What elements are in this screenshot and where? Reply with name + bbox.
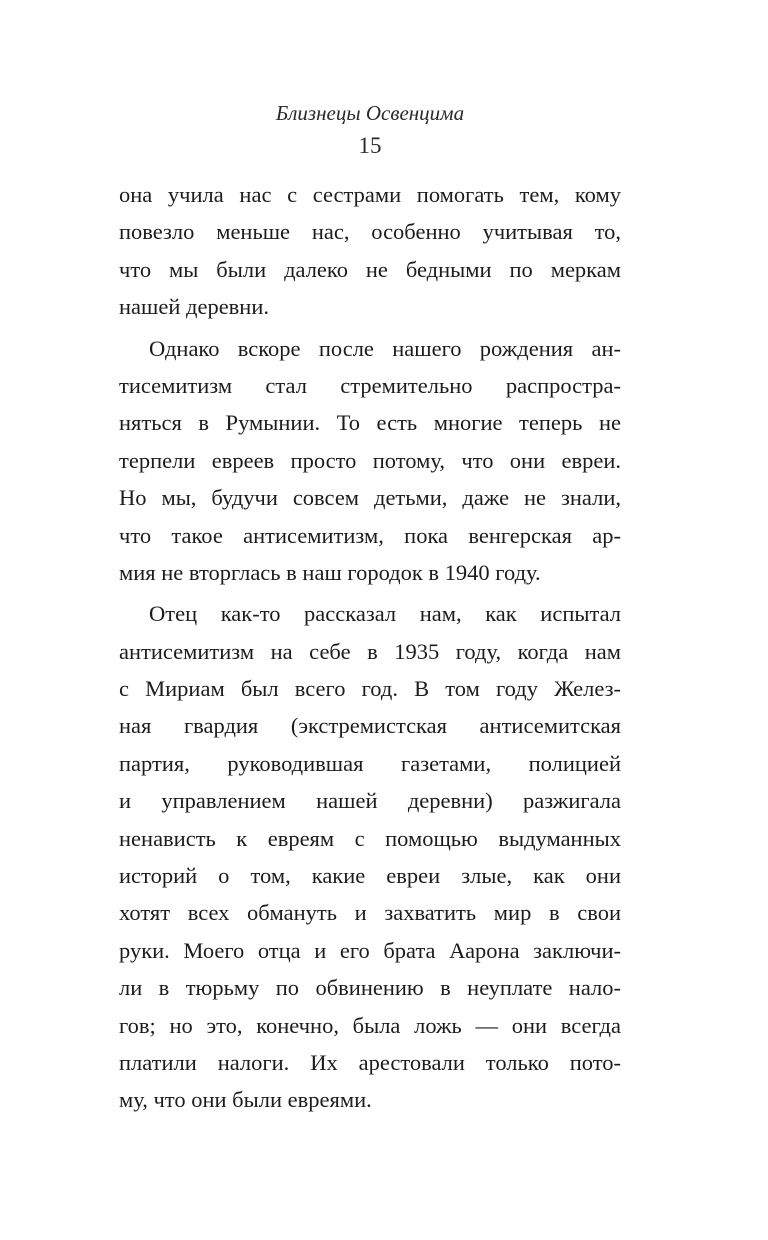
text-line: ненависть к евреям с помощью выдуманных: [119, 825, 621, 851]
text-line: гов; но это, конечно, была ложь — они всегда: [119, 1012, 621, 1038]
paragraph-1: [119, 176, 621, 326]
body-text: [119, 176, 621, 1119]
text-line: Но мы, будучи совсем детьми, даже не знали,: [119, 485, 621, 511]
text-line: Однако вскоре после нашего рождения ан-: [149, 335, 621, 361]
text-line: терпели евреев просто потому, что они евреи.: [119, 447, 621, 473]
text-line: нашей деревни.: [119, 294, 270, 320]
text-line: повезло меньше нас, особенно учитывая то,: [119, 219, 621, 245]
text-line: что такое антисемитизм, пока венгерская ар-: [119, 522, 621, 548]
text-line: что мы были далеко не бедными по меркам: [119, 256, 621, 282]
text-line: хотят всех обмануть и захватить мир в свои: [119, 900, 621, 926]
text-line: тисемитизм стал стремительно распростра-: [119, 372, 621, 398]
text-line: няться в Румынии. То есть многие теперь не: [119, 410, 621, 436]
text-line: партия, руководившая газетами, полицией: [119, 750, 621, 776]
text-line: историй о том, какие евреи злые, как они: [119, 863, 621, 889]
text-line: Отец как-то рассказал нам, как испытал: [149, 601, 621, 627]
text-line: ли в тюрьму по обвинению в неуплате нало-: [119, 975, 621, 1001]
text-line: платили налоги. Их арестовали только пото-: [119, 1049, 621, 1075]
text-line: и управлением нашей деревни) разжигала: [119, 788, 621, 814]
text-line: мия не вторглась в наш городок в 1940 году.: [119, 559, 541, 585]
text-line: с Мириам был всего год. В том году Желез-: [119, 676, 621, 702]
text-line: она учила нас с сестрами помогать тем, кому: [119, 182, 621, 207]
text-line: му, что они были евреями.: [119, 1087, 372, 1113]
running-title: Близнецы Освенцима: [275, 101, 465, 125]
paragraph-3: [119, 595, 621, 1118]
page-number: 15: [358, 133, 382, 158]
text-line: антисемитизм на себе в 1935 году, когда нам: [119, 638, 621, 664]
paragraph-2: [119, 330, 621, 592]
text-line: ная гвардия (экстремистская антисемитская: [119, 713, 621, 739]
text-line: руки. Моего отца и его брата Аарона заключи-: [119, 937, 621, 963]
